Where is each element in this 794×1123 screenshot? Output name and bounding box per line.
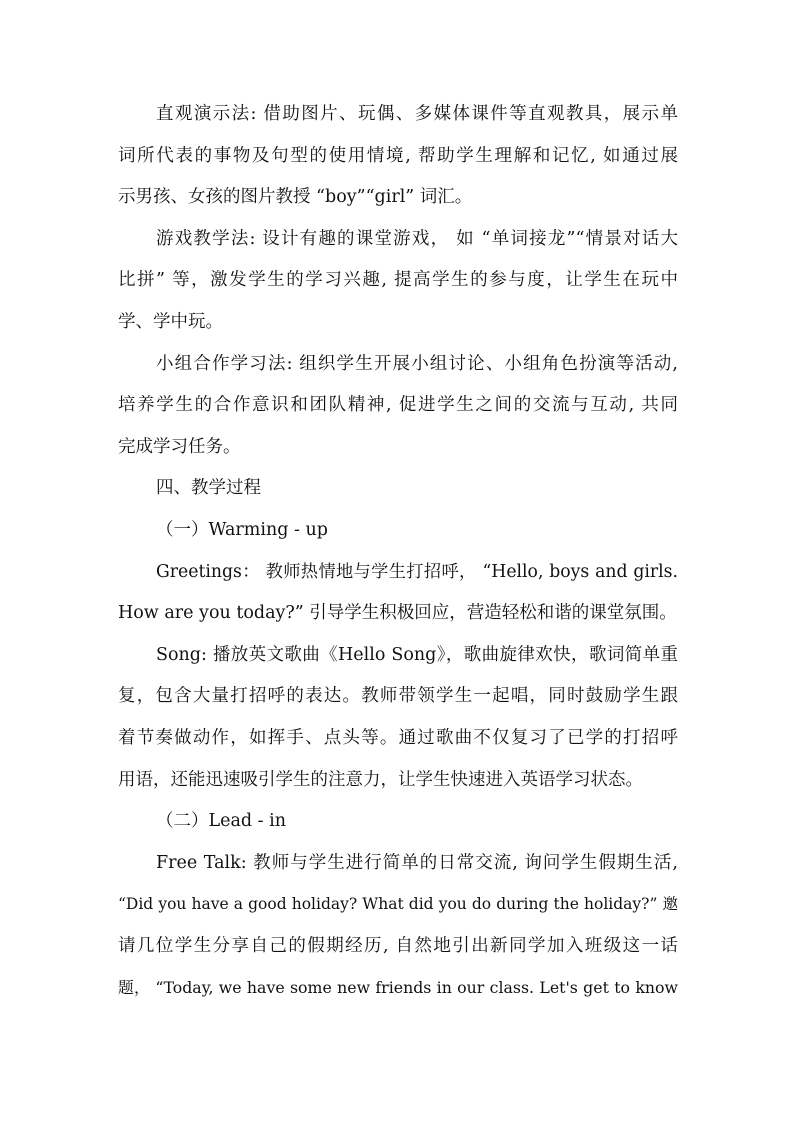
paragraph-free-talk-line-1: Free Talk: 教师与学生进行简单的日常交流, 询问学生假期生活, <box>156 852 678 873</box>
paragraph-song-line-2: 复，包含大量打招呼的表达。教师带领学生一起唱，同时鼓励学生跟 <box>118 686 678 707</box>
paragraph-intuitive-method-line-3: 示男孩、女孩的图片教授 “boy”“girl” 词汇。 <box>118 187 473 208</box>
paragraph-greetings-line-1: Greetings： 教师热情地与学生打招呼， “Hello, boys and girls. <box>156 561 678 582</box>
paragraph-free-talk-line-2: “Did you have a good holiday? What did you do during the holiday?” 邀 <box>118 895 678 914</box>
paragraph-game-method-line-2: 比拼” 等，激发学生的学习兴趣, 提高学生的参与度，让学生在玩中 <box>118 270 678 291</box>
paragraph-intuitive-method-line-2: 词所代表的事物及句型的使用情境, 帮助学生理解和记忆, 如通过展 <box>118 145 678 166</box>
paragraph-song-line-4: 用语，还能迅速吸引学生的注意力，让学生快速进入英语学习状态。 <box>118 769 643 790</box>
paragraph-intuitive-method-line-1: 直观演示法: 借助图片、玩偶、多媒体课件等直观教具，展示单 <box>156 104 678 124</box>
subsection-heading-warming-up: （一）Warming - up <box>156 519 328 540</box>
document-page <box>118 94 678 1009</box>
paragraph-group-method-line-3: 完成学习任务。 <box>118 436 241 457</box>
paragraph-group-method-line-2: 培养学生的合作意识和团队精神, 促进学生之间的交流与互动, 共同 <box>118 395 678 416</box>
paragraph-greetings-line-2: How are you today?” 引导学生积极回应，营造轻松和谐的课堂氛围。 <box>118 603 677 624</box>
paragraph-game-method-line-1: 游戏教学法: 设计有趣的课堂游戏， 如 “单词接龙”“情景对话大 <box>156 228 678 249</box>
paragraph-free-talk-line-3: 请几位学生分享自己的假期经历, 自然地引出新同学加入班级这一话 <box>118 935 678 956</box>
paragraph-song-line-3: 着节奏做动作，如挥手、点头等。通过歌曲不仅复习了已学的打招呼 <box>118 727 678 748</box>
subsection-heading-lead-in: （二）Lead - in <box>156 811 287 832</box>
paragraph-group-method-line-1: 小组合作学习法: 组织学生开展小组讨论、小组角色扮演等活动, <box>156 353 678 374</box>
paragraph-game-method-line-3: 学、学中玩。 <box>118 311 223 332</box>
paragraph-free-talk-line-4: 题， “Today, we have some new friends in our class. Let's get to know <box>118 978 678 998</box>
paragraph-song-line-1: Song: 播放英文歌曲《Hello Song》，歌曲旋律欢快，歌词简单重 <box>156 644 678 665</box>
section-heading-teaching-process: 四、教学过程 <box>156 478 261 499</box>
